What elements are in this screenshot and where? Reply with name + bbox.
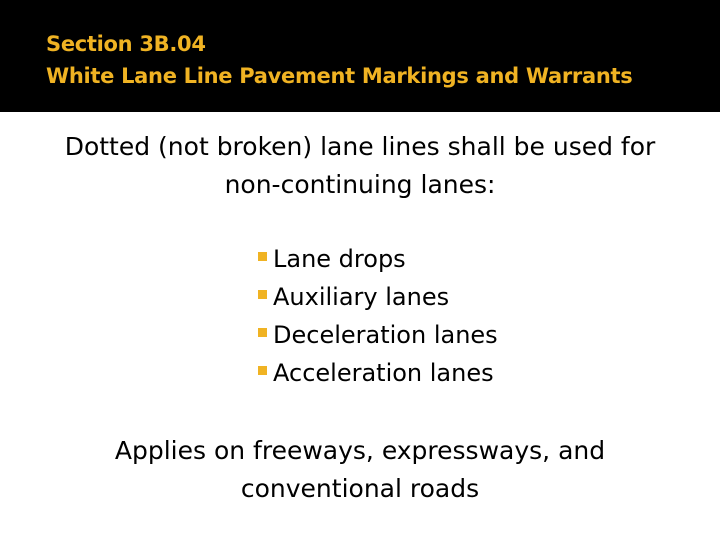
list-item-label: Auxiliary lanes: [273, 283, 450, 311]
intro-line-2: non-continuing lanes:: [224, 170, 496, 199]
applies-line-1: Applies on freeways, expressways, and: [114, 436, 606, 465]
list-item-label: Acceleration lanes: [273, 359, 494, 387]
list-item: [258, 316, 498, 354]
title-bar: [0, 0, 720, 112]
list-item-label: Deceleration lanes: [273, 321, 498, 349]
square-bullet-icon: [258, 290, 267, 299]
list-item: [258, 240, 498, 278]
list-item-label: Lane drops: [273, 245, 406, 273]
intro-text: [0, 128, 720, 204]
applies-line-2: conventional roads: [240, 474, 480, 503]
applies-text: [0, 432, 720, 508]
square-bullet-icon: [258, 366, 267, 375]
list-item: [258, 278, 498, 316]
square-bullet-icon: [258, 328, 267, 337]
list-item: [258, 354, 498, 392]
intro-line-1: Dotted (not broken) lane lines shall be used for: [64, 132, 656, 161]
slide-title: White Lane Line Pavement Markings and Warrants: [46, 64, 633, 88]
lane-type-list: [258, 240, 498, 392]
section-number: Section 3B.04: [46, 32, 206, 56]
square-bullet-icon: [258, 252, 267, 261]
